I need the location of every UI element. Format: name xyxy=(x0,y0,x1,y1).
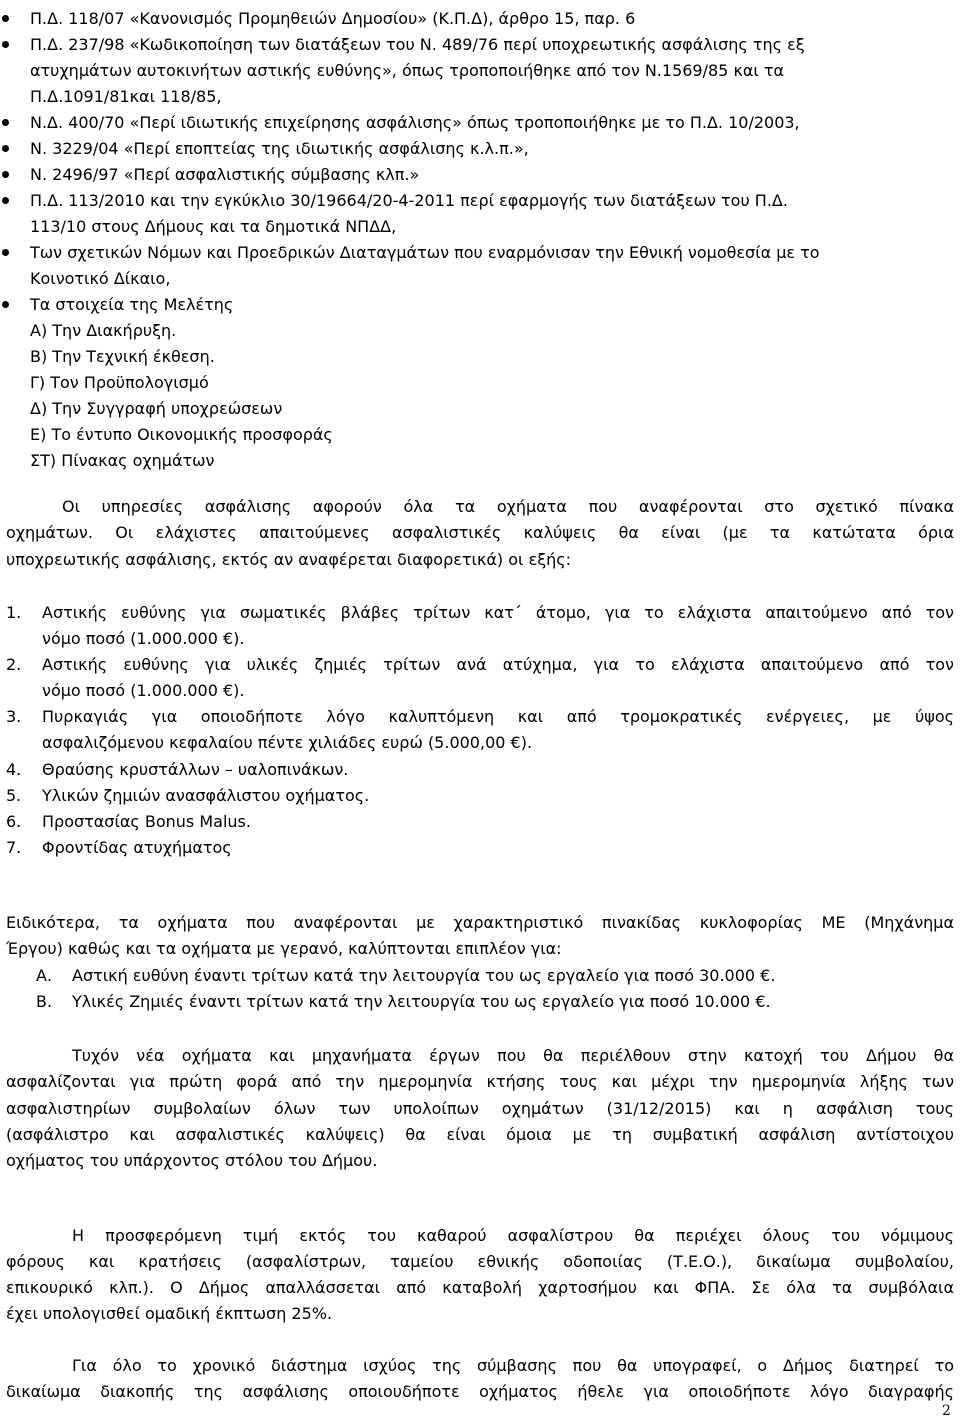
coverage-text: Φροντίδας ατυχήματος xyxy=(42,838,232,857)
coverage-text: Αστικής ευθύνης για σωματικές βλάβες τρίτων κατ΄ άτομο, για το ελάχιστα απαιτούμενο από τον xyxy=(42,603,954,622)
bullet-dot xyxy=(2,249,9,256)
coverage-number: 1. xyxy=(6,603,22,622)
coverage-intro-paragraph: υποχρεωτικής ασφάλισης, εκτός αν αναφέρεται διαφορετικά) οι εξής: xyxy=(6,550,572,569)
bullet-dot xyxy=(2,41,9,48)
bullet-text: ατυχημάτων αυτοκινήτων αστικής ευθύνης», όπως τροποποιήθηκε από τον Ν.1569/85 και τα xyxy=(30,61,785,80)
coverage-number: 6. xyxy=(6,812,22,831)
new-vehicles-paragraph: οχήματος του υπάρχοντος στόλου του Δήμου. xyxy=(6,1151,378,1170)
bullet-line xyxy=(0,32,960,58)
bullet-line xyxy=(0,136,960,162)
price-paragraph: επικουρικό κλπ.). Ο Δήμος απαλλάσσεται από καταβολή χαρτοσήμου και ΦΠΑ. Σε όλα τα συμβόλαια xyxy=(6,1278,954,1297)
bullet-line xyxy=(0,110,960,136)
coverage-number: 7. xyxy=(6,838,22,857)
coverage-text: ασφαλιζόμενου κεφαλαίου πέντε χιλιάδες ευρώ (5.000,00 €). xyxy=(42,733,533,752)
bullet-text: Ν. 2496/97 «Περί ασφαλιστικής σύμβασης κλπ.» xyxy=(30,165,420,184)
page-number: 2 xyxy=(942,1403,951,1419)
bullet-dot xyxy=(2,119,9,126)
bullet-dot xyxy=(2,301,9,308)
extra-coverage-text: Αστική ευθύνη έναντι τρίτων κατά την λειτουργία του ως εργαλείο για ποσό 30.000 €. xyxy=(72,966,776,985)
bullet-text: Ν. 3229/04 «Περί εποπτείας της ιδιωτικής ασφάλισης κ.λ.π.», xyxy=(30,139,529,158)
coverage-text: Αστικής ευθύνης για υλικές ζημιές τρίτων ανά ατύχημα, για το ελάχιστα απαιτούμενο από τον xyxy=(42,655,954,674)
study-item: Ε) Το έντυπο Οικονομικής προσφοράς xyxy=(30,425,333,444)
coverage-text: Πυρκαγιάς για οποιοδήποτε λόγο καλυπτόμενη και από τρομοκρατικές ενέργειες, με ύψος xyxy=(42,707,954,726)
bullet-dot xyxy=(2,15,9,22)
bullet-dot xyxy=(2,171,9,178)
extra-coverage-letter: Α. xyxy=(36,966,53,985)
coverage-text: Θραύσης κρυστάλλων – υαλοπινάκων. xyxy=(42,760,349,779)
study-item: Α) Την Διακήρυξη. xyxy=(30,321,177,340)
price-paragraph: έχει υπολογισθεί ομαδική έκπτωση 25%. xyxy=(6,1304,333,1323)
bullet-dot xyxy=(2,197,9,204)
coverage-intro-paragraph: Οι υπηρεσίες ασφάλισης αφορούν όλα τα οχήματα που αναφέρονται στο σχετικό πίνακα xyxy=(62,497,954,516)
special-vehicles-paragraph: Ειδικότερα, τα οχήματα που αναφέρονται με χαρακτηριστικό πινακίδας κυκλοφορίας ΜΕ (Μηχάνημα xyxy=(6,913,954,932)
bullet-line xyxy=(0,162,960,188)
bullet-line xyxy=(0,266,960,292)
coverage-text: νόμο ποσό (1.000.000 €). xyxy=(42,629,245,648)
coverage-text: Προστασίας Bonus Malus. xyxy=(42,812,251,831)
price-paragraph: φόρους και κρατήσεις (ασφαλίστρων, ταμείου εθνικής οδοποιίας (Τ.Ε.Ο.), δικαίωμα συμβολαίου, xyxy=(6,1252,954,1271)
study-item: Β) Την Τεχνική έκθεση. xyxy=(30,347,215,366)
extra-coverage-letter: Β. xyxy=(36,992,53,1011)
bullet-text: Των σχετικών Νόμων και Προεδρικών Διαταγμάτων που εναρμόνισαν την Εθνική νομοθεσία με το xyxy=(30,243,820,262)
price-paragraph: Η προσφερόμενη τιμή εκτός του καθαρού ασφαλίστρου θα περιέχει όλους του νόμιμους xyxy=(72,1226,954,1245)
bullet-text: Τα στοιχεία της Μελέτης xyxy=(30,295,234,314)
coverage-number: 3. xyxy=(6,707,22,726)
bullet-text: 113/10 στους Δήμους και τα δημοτικά ΝΠΔΔ, xyxy=(30,217,397,236)
bullet-line xyxy=(0,58,960,84)
bullet-text: Π.Δ. 113/2010 και την εγκύκλιο 30/19664/20-4-2011 περί εφαρμογής των διατάξεων του Π.Δ. xyxy=(30,191,788,210)
bullet-dot xyxy=(2,145,9,152)
bullet-text: Π.Δ.1091/81και 118/85, xyxy=(30,87,222,106)
bullet-line xyxy=(0,84,960,110)
coverage-number: 5. xyxy=(6,786,22,805)
new-vehicles-paragraph: ασφαλίζονται για πρώτη φορά από την ημερομηνία κτήσης τους και μέχρι την ημερομηνία λήξης των xyxy=(6,1072,954,1091)
new-vehicles-paragraph: (ασφάλιστρο και ασφαλιστικές καλύψεις) θα είναι όμοια με τη συμβατική ασφάλιση αντίστοιχου xyxy=(6,1125,954,1144)
special-vehicles-paragraph: Έργου) καθώς και τα οχήματα με γερανό, καλύπτονται επιπλέον για: xyxy=(6,939,562,958)
bullet-text: Π.Δ. 118/07 «Κανονισμός Προμηθειών Δημοσίου» (Κ.Π.Δ), άρθρο 15, παρ. 6 xyxy=(30,9,636,28)
contract-duration-paragraph: Για όλο το χρονικό διάστημα ισχύος της σύμβασης που θα υπογραφεί, ο Δήμος διατηρεί το xyxy=(72,1356,954,1375)
study-item: Δ) Την Συγγραφή υποχρεώσεων xyxy=(30,399,283,418)
coverage-text: Υλικών ζημιών ανασφάλιστου οχήματος. xyxy=(42,786,370,805)
bullet-line xyxy=(0,6,960,32)
new-vehicles-paragraph: ασφαλιστηρίων συμβολαίων όλων των υπολοίπων οχημάτων (31/12/2015) και η ασφάλιση τους xyxy=(6,1099,954,1118)
contract-duration-paragraph: δικαίωμα διακοπής της ασφάλισης οποιουδήποτε οχήματος ήθελε για οποιοδήποτε λόγο διαγραφής xyxy=(6,1382,954,1401)
study-item: Γ) Τον Προϋπολογισμό xyxy=(30,373,209,392)
coverage-number: 4. xyxy=(6,760,22,779)
bullet-text: Ν.Δ. 400/70 «Περί ιδιωτικής επιχείρησης ασφάλισης» όπως τροποποιήθηκε με το Π.Δ. 10/2003, xyxy=(30,113,800,132)
coverage-text: νόμο ποσό (1.000.000 €). xyxy=(42,681,245,700)
bullet-line xyxy=(0,214,960,240)
extra-coverage-text: Υλικές Ζημιές έναντι τρίτων κατά την λειτουργία του ως εργαλείο για ποσό 10.000 €. xyxy=(72,992,771,1011)
bullet-line xyxy=(0,292,960,318)
bullet-text: Π.Δ. 237/98 «Κωδικοποίηση των διατάξεων του Ν. 489/76 περί υποχρεωτικής ασφάλισης της εξ xyxy=(30,35,805,54)
new-vehicles-paragraph: Τυχόν νέα οχήματα και μηχανήματα έργων που θα περιέλθουν στην κατοχή του Δήμου θα xyxy=(72,1046,954,1065)
bullet-line xyxy=(0,240,960,266)
study-item: ΣΤ) Πίνακας οχημάτων xyxy=(30,451,215,470)
bullet-text: Κοινοτικό Δίκαιο, xyxy=(30,269,171,288)
coverage-intro-paragraph: οχημάτων. Οι ελάχιστες απαιτούμενες ασφαλιστικές καλύψεις θα είναι (με τα κατώτατα όρια xyxy=(6,523,954,542)
coverage-number: 2. xyxy=(6,655,22,674)
bullet-line xyxy=(0,188,960,214)
